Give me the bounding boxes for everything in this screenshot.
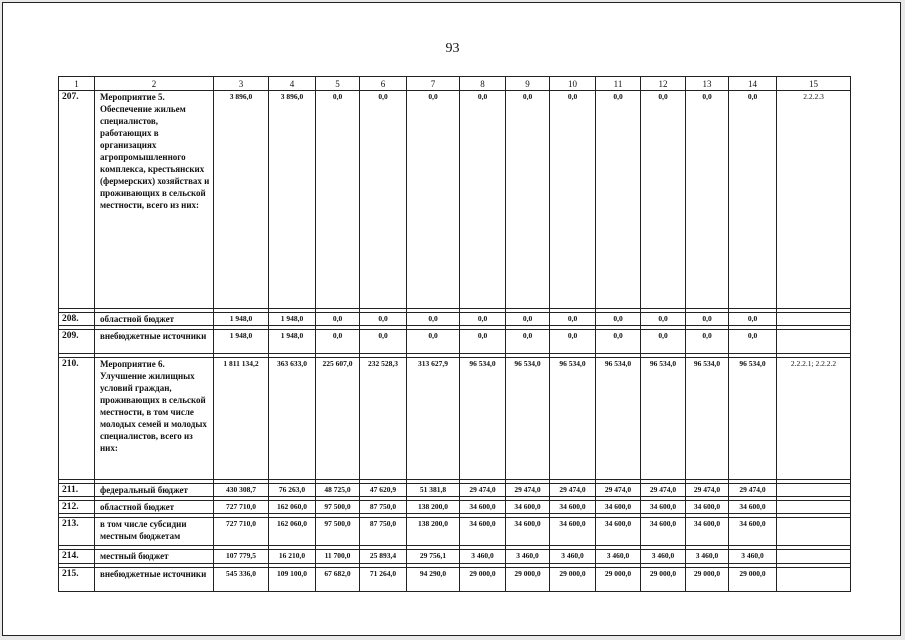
column-header: 10 — [550, 77, 596, 91]
table-row — [59, 313, 851, 326]
value-cell: 0,0 — [316, 330, 360, 354]
column-header: 15 — [777, 77, 851, 91]
row-name: областной бюджет — [95, 501, 214, 514]
column-header: 11 — [596, 77, 641, 91]
value-cell: 1 948,0 — [214, 313, 269, 326]
value-cell: 34 600,0 — [460, 518, 506, 546]
value-cell: 0,0 — [360, 91, 407, 309]
value-cell: 96 534,0 — [729, 358, 777, 480]
row-number: 211. — [59, 484, 95, 497]
value-cell: 96 534,0 — [596, 358, 641, 480]
value-cell: 0,0 — [641, 313, 686, 326]
column-header: 14 — [729, 77, 777, 91]
reference-cell — [777, 550, 851, 564]
column-header: 12 — [641, 77, 686, 91]
value-cell: 34 600,0 — [506, 518, 550, 546]
value-cell: 0,0 — [407, 313, 460, 326]
value-cell: 0,0 — [641, 91, 686, 309]
row-number: 209. — [59, 330, 95, 354]
value-cell: 16 210,0 — [269, 550, 316, 564]
value-cell: 29 000,0 — [686, 568, 729, 592]
value-cell: 3 460,0 — [460, 550, 506, 564]
reference-cell: 2.2.2.3 — [777, 91, 851, 309]
table-row — [59, 501, 851, 514]
value-cell: 11 700,0 — [316, 550, 360, 564]
row-name: областной бюджет — [95, 313, 214, 326]
row-name: Мероприятие 6. Улучшение жилищных условий граждан, проживающих в сельской местности, в том числе молодых семей и молодых специалистов, всего из них: — [95, 358, 214, 480]
value-cell: 29 000,0 — [729, 568, 777, 592]
value-cell: 0,0 — [596, 330, 641, 354]
value-cell: 29 474,0 — [596, 484, 641, 497]
value-cell: 0,0 — [460, 330, 506, 354]
value-cell: 29 756,1 — [407, 550, 460, 564]
column-header: 1 — [59, 77, 95, 91]
reference-cell — [777, 518, 851, 546]
value-cell: 0,0 — [316, 91, 360, 309]
value-cell: 0,0 — [641, 330, 686, 354]
value-cell: 34 600,0 — [550, 501, 596, 514]
column-header: 2 — [95, 77, 214, 91]
table-row — [59, 484, 851, 497]
value-cell: 430 308,7 — [214, 484, 269, 497]
value-cell: 96 534,0 — [550, 358, 596, 480]
value-cell: 97 500,0 — [316, 518, 360, 546]
value-cell: 3 460,0 — [506, 550, 550, 564]
value-cell: 29 000,0 — [460, 568, 506, 592]
value-cell: 34 600,0 — [506, 501, 550, 514]
value-cell: 3 460,0 — [550, 550, 596, 564]
value-cell: 0,0 — [550, 313, 596, 326]
budget-table — [58, 76, 851, 592]
value-cell: 0,0 — [506, 330, 550, 354]
value-cell: 1 948,0 — [269, 313, 316, 326]
value-cell: 0,0 — [550, 91, 596, 309]
row-number: 208. — [59, 313, 95, 326]
value-cell: 29 000,0 — [641, 568, 686, 592]
value-cell: 29 474,0 — [550, 484, 596, 497]
value-cell: 71 264,0 — [360, 568, 407, 592]
value-cell: 96 534,0 — [641, 358, 686, 480]
value-cell: 0,0 — [596, 313, 641, 326]
value-cell: 29 000,0 — [550, 568, 596, 592]
value-cell: 96 534,0 — [460, 358, 506, 480]
value-cell: 0,0 — [686, 330, 729, 354]
value-cell: 138 200,0 — [407, 501, 460, 514]
table-row — [59, 91, 851, 309]
row-number: 212. — [59, 501, 95, 514]
value-cell: 0,0 — [460, 91, 506, 309]
row-name: местный бюджет — [95, 550, 214, 564]
value-cell: 87 750,0 — [360, 501, 407, 514]
value-cell: 0,0 — [360, 330, 407, 354]
value-cell: 0,0 — [460, 313, 506, 326]
table-row — [59, 330, 851, 354]
reference-cell — [777, 484, 851, 497]
page-number: 93 — [445, 41, 460, 56]
column-header: 3 — [214, 77, 269, 91]
row-name: федеральный бюджет — [95, 484, 214, 497]
row-name: внебюджетные источники — [95, 568, 214, 592]
value-cell: 34 600,0 — [460, 501, 506, 514]
value-cell: 87 750,0 — [360, 518, 407, 546]
value-cell: 34 600,0 — [686, 518, 729, 546]
reference-cell — [777, 501, 851, 514]
value-cell: 107 779,5 — [214, 550, 269, 564]
value-cell: 34 600,0 — [596, 518, 641, 546]
row-number: 214. — [59, 550, 95, 564]
table-row — [59, 568, 851, 592]
value-cell: 0,0 — [407, 330, 460, 354]
value-cell: 727 710,0 — [214, 501, 269, 514]
value-cell: 34 600,0 — [686, 501, 729, 514]
value-cell: 162 060,0 — [269, 501, 316, 514]
value-cell: 29 474,0 — [641, 484, 686, 497]
column-header: 9 — [506, 77, 550, 91]
value-cell: 3 896,0 — [214, 91, 269, 309]
value-cell: 48 725,0 — [316, 484, 360, 497]
value-cell: 0,0 — [316, 313, 360, 326]
value-cell: 76 263,0 — [269, 484, 316, 497]
row-number: 213. — [59, 518, 95, 546]
value-cell: 3 460,0 — [596, 550, 641, 564]
column-header: 4 — [269, 77, 316, 91]
value-cell: 3 460,0 — [641, 550, 686, 564]
reference-cell: 2.2.2.1; 2.2.2.2 — [777, 358, 851, 480]
value-cell: 225 607,0 — [316, 358, 360, 480]
value-cell: 3 460,0 — [686, 550, 729, 564]
value-cell: 363 633,0 — [269, 358, 316, 480]
value-cell: 94 290,0 — [407, 568, 460, 592]
reference-cell — [777, 568, 851, 592]
value-cell: 0,0 — [596, 91, 641, 309]
value-cell: 3 896,0 — [269, 91, 316, 309]
value-cell: 0,0 — [407, 91, 460, 309]
value-cell: 0,0 — [729, 313, 777, 326]
value-cell: 0,0 — [729, 330, 777, 354]
row-number: 210. — [59, 358, 95, 480]
table-row — [59, 518, 851, 546]
value-cell: 0,0 — [686, 313, 729, 326]
value-cell: 96 534,0 — [506, 358, 550, 480]
value-cell: 138 200,0 — [407, 518, 460, 546]
column-header: 13 — [686, 77, 729, 91]
column-header: 8 — [460, 77, 506, 91]
value-cell: 51 381,8 — [407, 484, 460, 497]
value-cell: 34 600,0 — [550, 518, 596, 546]
value-cell: 0,0 — [360, 313, 407, 326]
value-cell: 0,0 — [506, 313, 550, 326]
value-cell: 313 627,9 — [407, 358, 460, 480]
value-cell: 29 000,0 — [506, 568, 550, 592]
value-cell: 29 000,0 — [596, 568, 641, 592]
value-cell: 67 682,0 — [316, 568, 360, 592]
row-name: Мероприятие 5. Обеспечение жильем специалистов, работающих в организациях агропромышленного комплекса, крестьянских (фермерских) хозяйствах и проживающих в сельской местности, всего из них: — [95, 91, 214, 309]
row-number: 207. — [59, 91, 95, 309]
value-cell: 25 893,4 — [360, 550, 407, 564]
value-cell: 109 100,0 — [269, 568, 316, 592]
column-header: 7 — [407, 77, 460, 91]
value-cell: 545 336,0 — [214, 568, 269, 592]
value-cell: 29 474,0 — [686, 484, 729, 497]
value-cell: 34 600,0 — [729, 518, 777, 546]
value-cell: 96 534,0 — [686, 358, 729, 480]
value-cell: 162 060,0 — [269, 518, 316, 546]
table-row — [59, 358, 851, 480]
column-header: 5 — [316, 77, 360, 91]
value-cell: 29 474,0 — [729, 484, 777, 497]
table-header-row — [59, 77, 851, 91]
document-page — [2, 2, 901, 636]
value-cell: 34 600,0 — [641, 518, 686, 546]
value-cell: 97 500,0 — [316, 501, 360, 514]
reference-cell — [777, 330, 851, 354]
value-cell: 34 600,0 — [641, 501, 686, 514]
column-header: 6 — [360, 77, 407, 91]
value-cell: 1 948,0 — [214, 330, 269, 354]
reference-cell — [777, 313, 851, 326]
value-cell: 29 474,0 — [506, 484, 550, 497]
row-number: 215. — [59, 568, 95, 592]
value-cell: 3 460,0 — [729, 550, 777, 564]
value-cell: 0,0 — [729, 91, 777, 309]
value-cell: 1 811 134,2 — [214, 358, 269, 480]
value-cell: 0,0 — [550, 330, 596, 354]
value-cell: 0,0 — [506, 91, 550, 309]
value-cell: 34 600,0 — [729, 501, 777, 514]
row-name: внебюджетные источники — [95, 330, 214, 354]
value-cell: 47 620,9 — [360, 484, 407, 497]
row-name: в том числе субсидии местным бюджетам — [95, 518, 214, 546]
value-cell: 29 474,0 — [460, 484, 506, 497]
value-cell: 34 600,0 — [596, 501, 641, 514]
table-row — [59, 550, 851, 564]
value-cell: 232 528,3 — [360, 358, 407, 480]
table-body — [59, 77, 851, 592]
value-cell: 1 948,0 — [269, 330, 316, 354]
value-cell: 0,0 — [686, 91, 729, 309]
value-cell: 727 710,0 — [214, 518, 269, 546]
